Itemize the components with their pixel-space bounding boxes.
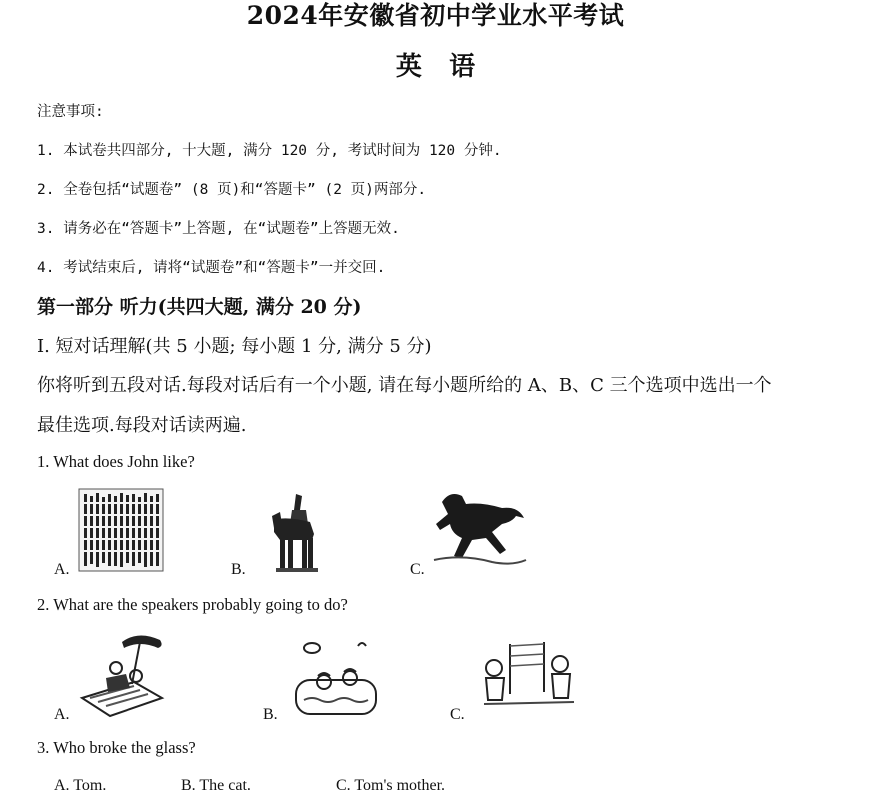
question-stem: 2. What are the speakers probably going to do? — [37, 595, 348, 614]
instructions-line: 你将听到五段对话.每段对话后有一个小题, 请在每小题所给的 A、B、C 三个选项中选出一个 — [37, 375, 772, 396]
calligraphy-icon — [78, 488, 164, 572]
notice-item: 3. 请务必在“答题卡”上答题, 在“试题卷”上答题无效. — [37, 221, 400, 237]
option-label: C. — [450, 706, 465, 723]
option-label: C. Tom's mother. — [336, 777, 446, 794]
option-label: A. Tom. — [54, 777, 107, 794]
part-heading: 第一部分 听力(共四大题, 满分 20 分) — [37, 296, 362, 318]
notice-heading: 注意事项: — [37, 104, 104, 120]
notice-item: 1. 本试卷共四部分, 十大题, 满分 120 分, 考试时间为 120 分钟. — [37, 143, 502, 159]
galloping-horse-painting-icon — [432, 488, 528, 572]
beach-picnic-icon — [76, 632, 168, 722]
question-stem: 3. Who broke the glass? — [37, 738, 196, 757]
badminton-kids-icon — [474, 626, 580, 710]
option-label: B. The cat. — [181, 777, 251, 794]
question-stem: 1. What does John like? — [37, 452, 195, 471]
option-label: C. — [410, 561, 425, 578]
exam-title: 2024年安徽省初中学业水平考试 — [246, 1, 625, 30]
option-label: A. — [54, 706, 70, 723]
subject-title: 英 语 — [395, 52, 476, 82]
tang-horse-figure-icon — [266, 490, 326, 574]
section-title: I. 短对话理解(共 5 小题; 每小题 1 分, 满分 5 分) — [37, 336, 432, 357]
notice-item: 2. 全卷包括“试题卷” (8 页)和“答题卡” (2 页)两部分. — [37, 182, 427, 198]
instructions-line: 最佳选项.每段对话读两遍. — [37, 415, 247, 436]
option-label: B. — [231, 561, 246, 578]
swimming-kids-icon — [290, 636, 382, 722]
option-label: A. — [54, 561, 70, 578]
notice-item: 4. 考试结束后, 请将“试题卷”和“答题卡”一并交回. — [37, 260, 386, 276]
option-label: B. — [263, 706, 278, 723]
